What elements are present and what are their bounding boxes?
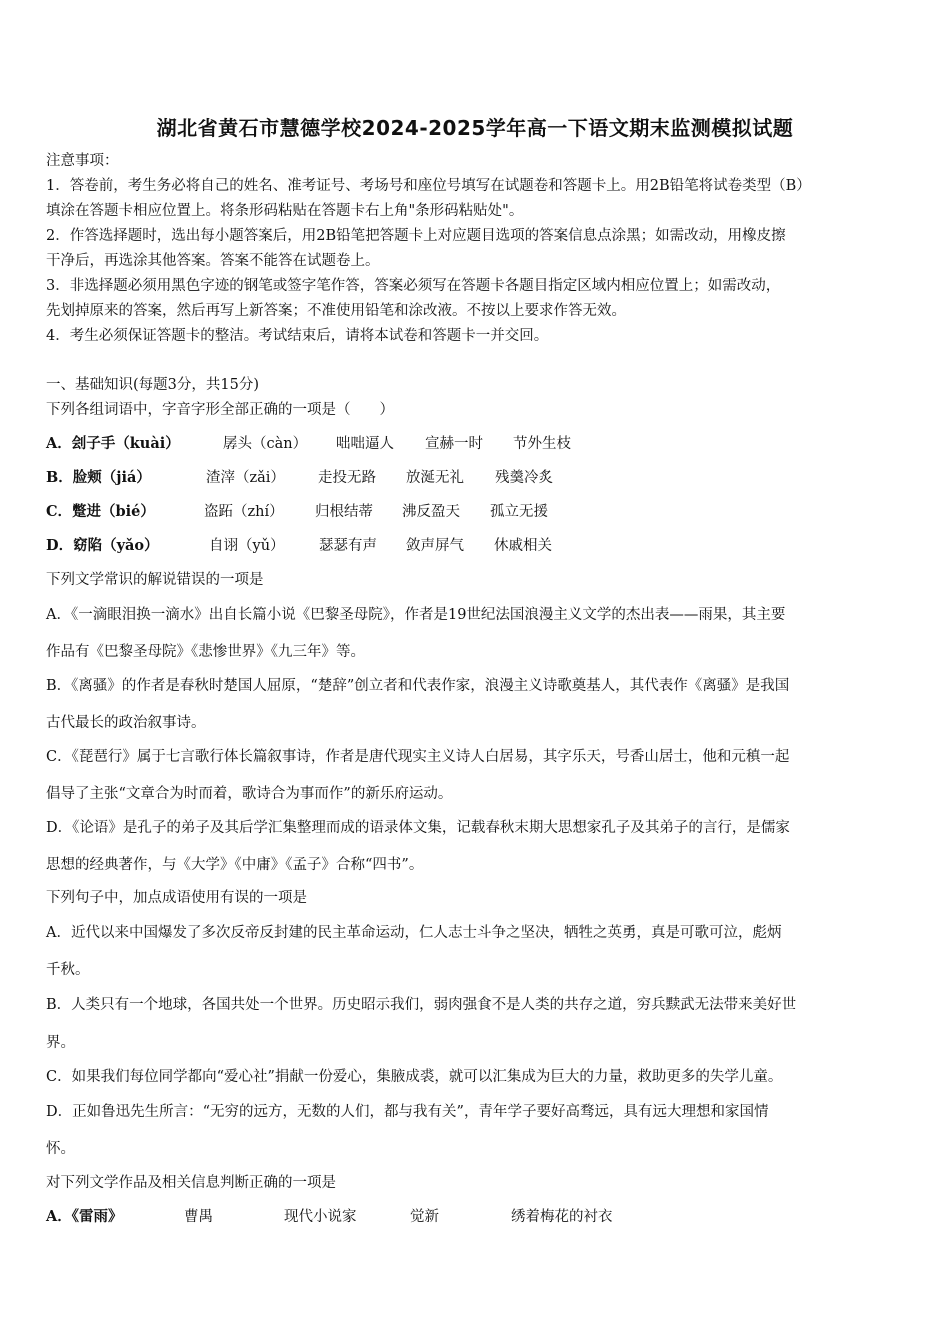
option-word: 渣滓（zǎi） [206, 470, 285, 486]
option-word: 休戚相关 [494, 538, 552, 554]
notice-line: 干净后，再选涂其他答案。答案不能答在试题卷上。 [46, 253, 380, 269]
option-word: 敛声屏气 [406, 538, 464, 554]
section-heading: 一、基础知识(每题3分，共15分) [46, 377, 259, 393]
text-line: C．《琵琶行》属于七言歌行体长篇叙事诗，作者是唐代现实主义诗人白居易，其字乐天，号香山居士，他和元稹一起 [46, 749, 790, 765]
notice-heading: 注意事项： [46, 153, 119, 169]
question-stem: 下列文学常识的解说错误的一项是 [46, 572, 264, 588]
option-cell: 绣着梅花的衬衣 [511, 1209, 613, 1225]
notice-line: 填涂在答题卡相应位置上。将条形码粘贴在答题卡右上角"条形码粘贴处"。 [46, 203, 524, 219]
option-word: 沸反盈天 [402, 504, 460, 520]
text-line: 界。 [46, 1035, 75, 1051]
option-word: C．蹩进（bié） [46, 503, 155, 520]
option-word: 归根结蒂 [315, 504, 373, 520]
question-stem: 下列各组词语中，字音字形全部正确的一项是（ ） [46, 402, 394, 418]
option-word: 走投无路 [318, 470, 376, 486]
notice-line: 1．答卷前，考生务必将自己的姓名、准考证号、考场号和座位号填写在试题卷和答题卡上。用2B铅笔将试卷类型（B） [46, 178, 811, 194]
option-word: 节外生枝 [513, 436, 571, 452]
option-word: 孤立无援 [490, 504, 548, 520]
option-cell: A．《雷雨》 [46, 1208, 123, 1225]
notice-line: 2．作答选择题时，选出每小题答案后，用2B铅笔把答题卡上对应题目选项的答案信息点涂黑；如需改动，用橡皮擦 [46, 228, 786, 244]
notice-line: 先划掉原来的答案，然后再写上新答案；不准使用铅笔和涂改液。不按以上要求作答无效。 [46, 303, 626, 319]
question-stem: 对下列文学作品及相关信息判断正确的一项是 [46, 1175, 336, 1191]
option-word: 盗跖（zhí） [204, 504, 284, 520]
text-line: D．《论语》是孔子的弟子及其后学汇集整理而成的语录体文集，记载春秋末期大思想家孔子及其弟子的言行，是儒家 [46, 820, 790, 836]
option-cell: 曹禺 [184, 1209, 213, 1225]
notice-line: 3．非选择题必须用黑色字迹的钢笔或签字笔作答，答案必须写在答题卡各题目指定区域内相应位置上；如需改动， [46, 278, 781, 294]
text-line: 古代最长的政治叙事诗。 [46, 715, 206, 731]
option-word: A．刽子手（kuài） [46, 435, 180, 452]
text-line: A．近代以来中国爆发了多次反帝反封建的民主革命运动，仁人志士斗争之坚决，牺牲之英勇，真是可歌可泣，彪炳 [46, 925, 782, 941]
option-word: 残羹冷炙 [495, 470, 553, 486]
text-line: B．人类只有一个地球，各国共处一个世界。历史昭示我们，弱肉强食不是人类的共存之道，穷兵黩武无法带来美好世 [46, 997, 797, 1013]
option-word: D．窈陷（yǎo） [46, 537, 159, 554]
option-word: 宣赫一时 [425, 436, 483, 452]
question-stem: 下列句子中，加点成语使用有误的一项是 [46, 890, 307, 906]
option-word: 瑟瑟有声 [319, 538, 377, 554]
text-line: C．如果我们每位同学都向“爱心社”捐献一份爱心，集腋成裘，就可以汇集成为巨大的力量，救助更多的失学儿童。 [46, 1069, 783, 1085]
text-line: 怀。 [46, 1141, 75, 1157]
text-line: B．《离骚》的作者是春秋时楚国人屈原，“楚辞”创立者和代表作家，浪漫主义诗歌奠基人，其代表作《离骚》是我国 [46, 678, 790, 694]
option-word: 孱头（càn） [223, 436, 308, 452]
text-line: 作品有《巴黎圣母院》《悲惨世界》《九三年》等。 [46, 644, 365, 660]
notice-line: 4．考生必须保证答题卡的整洁。考试结束后，请将本试卷和答题卡一并交回。 [46, 328, 549, 344]
page-title: 湖北省黄石市慧德学校2024-2025学年高一下语文期末监测模拟试题 [156, 116, 794, 140]
option-cell: 觉新 [410, 1209, 439, 1225]
text-line: 倡导了主张“文章合为时而着，歌诗合为事而作”的新乐府运动。 [46, 786, 453, 802]
option-word: B．脸颊（jiá） [46, 469, 151, 486]
text-line: A．《一滴眼泪换一滴水》出自长篇小说《巴黎圣母院》，作者是19世纪法国浪漫主义文学的杰出表——雨果，其主要 [46, 607, 786, 623]
text-line: D．正如鲁迅先生所言：“无穷的远方，无数的人们，都与我有关”，青年学子要好高骛远，具有远大理想和家国情 [46, 1104, 769, 1120]
text-line: 千秋。 [46, 962, 90, 978]
option-word: 自诩（yǔ） [209, 538, 285, 554]
option-cell: 现代小说家 [284, 1209, 357, 1225]
option-word: 放涎无礼 [406, 470, 464, 486]
text-line: 思想的经典著作，与《大学》《中庸》《孟子》合称“四书”。 [46, 857, 424, 873]
option-word: 咄咄逼人 [336, 436, 394, 452]
